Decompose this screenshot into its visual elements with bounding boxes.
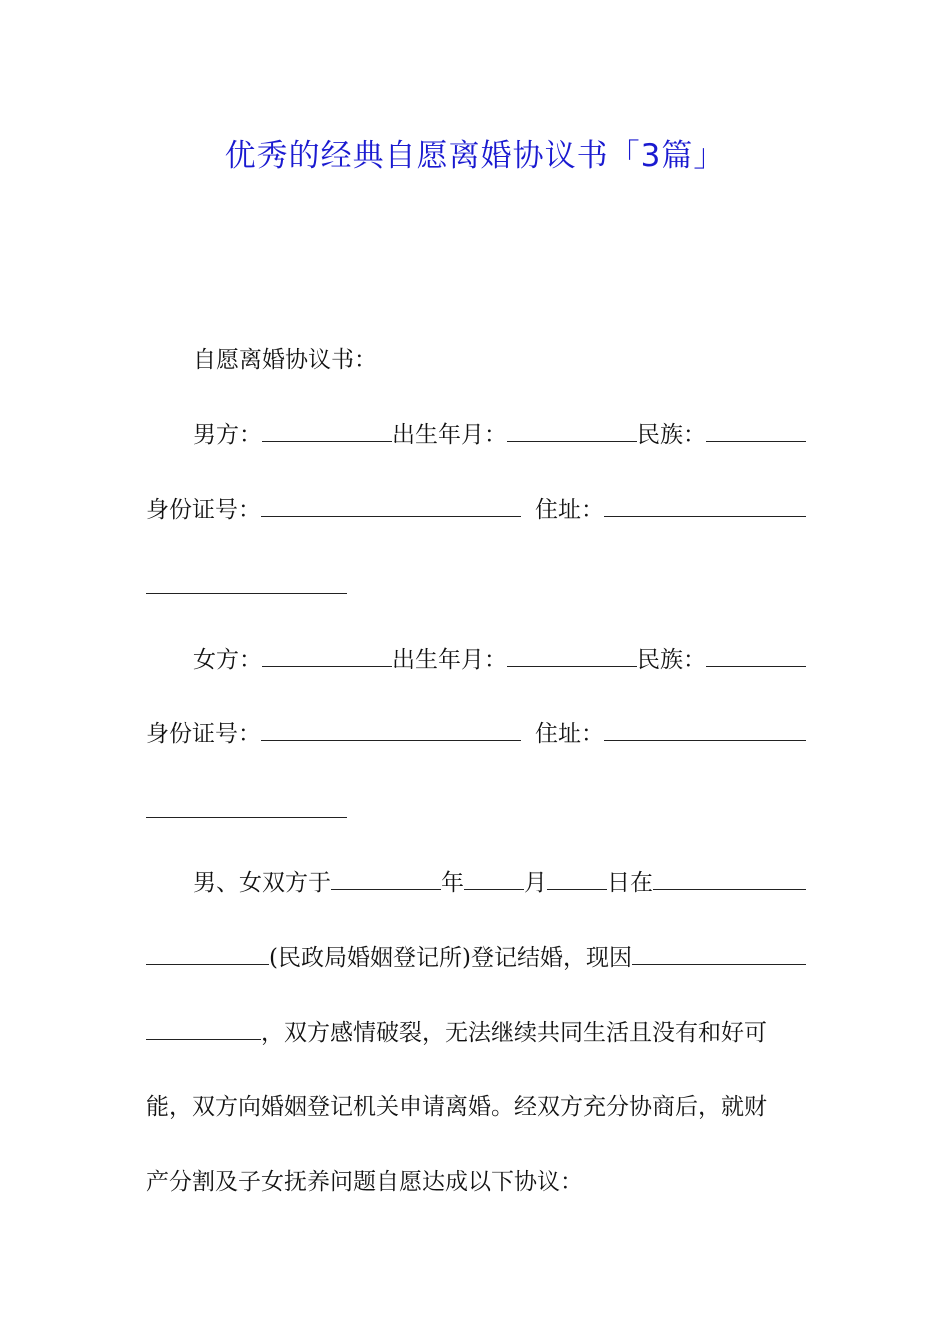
marriage-agreement-text: 产分割及子女抚养问题自愿达成以下协议： [146,1169,583,1195]
marriage-line-1 [146,863,806,903]
marriage-year-label: 年 [441,870,464,896]
marriage-month-blank[interactable] [464,863,524,890]
male-addr-blank[interactable] [604,490,806,517]
female-birth-blank[interactable] [507,640,637,667]
female-label: 女方： [193,647,262,673]
male-ethnic-label: 民族： [637,422,706,448]
female-ethnic-label: 民族： [637,647,706,673]
male-id-label: 身份证号： [146,497,261,523]
marriage-intro-text: 男、女双方于 [193,870,331,896]
marriage-line-4 [146,1087,806,1127]
marriage-application-text: 能，双方向婚姻登记机关申请离婚。经双方充分协商后，就财 [146,1094,767,1120]
marriage-line-3 [146,1013,806,1053]
female-ethnic-blank[interactable] [706,640,806,667]
agreement-heading [146,340,806,380]
female-addr-blank[interactable] [604,714,806,741]
male-label: 男方： [193,422,262,448]
female-birth-label: 出生年月： [392,647,507,673]
female-info-line [146,640,806,680]
male-ethnic-blank[interactable] [706,415,806,442]
marriage-place-blank[interactable] [653,863,806,890]
female-id-blank[interactable] [261,714,521,741]
marriage-line-2 [146,938,806,978]
male-name-blank[interactable] [262,415,392,442]
marriage-year-blank[interactable] [331,863,441,890]
marriage-day-blank[interactable] [547,863,607,890]
marriage-registry-text: (民政局婚姻登记所)登记结婚，现因 [269,945,632,971]
divorce-reason-continuation-blank[interactable] [146,1013,261,1040]
female-id-label: 身份证号： [146,721,261,747]
document-title: 优秀的经典自愿离婚协议书「3篇」 [224,138,726,174]
female-name-blank[interactable] [262,640,392,667]
marriage-line-5 [146,1162,806,1202]
male-addr-continuation-blank[interactable] [146,593,347,594]
agreement-heading-text: 自愿离婚协议书： [193,347,377,373]
male-id-line [146,490,806,530]
marriage-month-label: 月 [524,870,547,896]
male-id-blank[interactable] [261,490,521,517]
marriage-place-continuation-blank[interactable] [146,938,269,965]
male-addr-label: 住址： [535,497,604,523]
male-birth-blank[interactable] [507,415,637,442]
female-addr-continuation-blank[interactable] [146,817,347,818]
marriage-breakdown-text: ，双方感情破裂，无法继续共同生活且没有和好可 [261,1020,767,1046]
female-id-line [146,714,806,754]
male-birth-label: 出生年月： [392,422,507,448]
divorce-reason-blank[interactable] [632,938,806,965]
marriage-day-label: 日在 [607,870,653,896]
male-info-line [146,415,806,455]
female-addr-label: 住址： [535,721,604,747]
